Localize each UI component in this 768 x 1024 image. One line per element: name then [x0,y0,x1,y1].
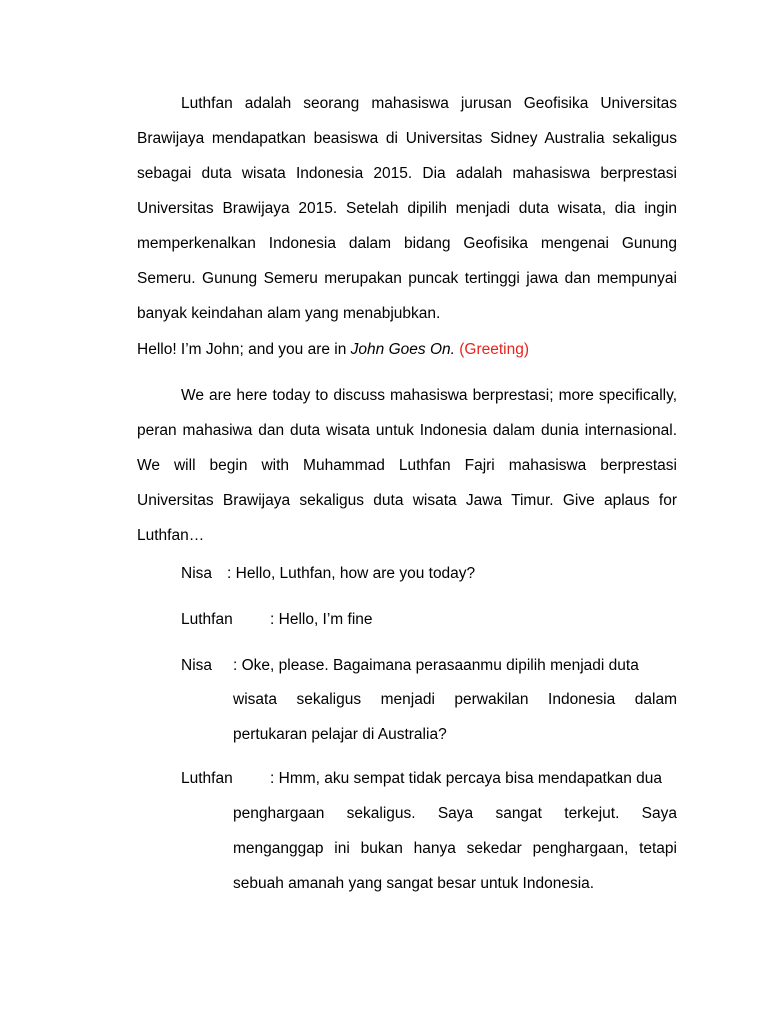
dialogue-line-3-continuation: wisata sekaligus menjadi perwakilan Indonesia dalam pertukaran pelajar di Australia? [233,691,677,743]
dialogue-text: Hello, I’m fine [278,611,373,628]
speaker-separator: : [227,565,232,582]
dialogue-line-2-text [270,606,373,634]
dialogue-text: Hello, Luthfan, how are you today? [235,565,476,582]
greeting-text: Hello! I’m John; and you are in [137,341,351,358]
speaker-name: Nisa [181,565,213,582]
dialogue-text: Oke, please. Bagaimana perasaanmu dipilih menjadi duta [241,657,639,674]
dialogue-line-4-first [270,765,662,793]
dialogue-line-3 [181,652,212,680]
dialogue-text: Hmm, aku sempat tidak percaya bisa mendapatkan dua [278,770,663,787]
dialogue-line-3-first [233,652,639,680]
speaker-name: Luthfan [181,770,233,787]
dialogue-line-4 [181,765,233,793]
dialogue-line-1-text [227,560,475,588]
intro-paragraph: Luthfan adalah seorang mahasiswa jurusan Geofisika Universitas Brawijaya mendapatkan beasiswa di Universitas Sidney Australia sekaligus sebagai duta wisata Indonesia 2015. Dia adalah mahasiswa berprestasi Universitas Brawijaya 2015. Setelah dipilih menjadi duta wisata, dia ingin memperkenalkan Indonesia dalam bidang Geofisika mengenai Gunung Semeru. Gunung Semeru merupakan puncak tertinggi jawa dan mempunyai banyak keindahan alam yang menabjubkan. [137,95,677,322]
greeting-tag: (Greeting) [459,341,530,358]
speaker-name: Nisa [181,657,213,674]
dialogue-line-4-continuation: penghargaan sekaligus. Saya sangat terkejut. Saya menganggap ini bukan hanya sekedar penghargaan, tetapi sebuah amanah yang sangat besar untuk Indonesia. [233,805,677,892]
speaker-name: Luthfan [181,611,233,628]
greeting-line [137,336,529,364]
show-name: John Goes On. [350,341,455,358]
speaker-separator: : [233,657,238,674]
topic-paragraph: We are here today to discuss mahasiswa berprestasi; more specifically, peran mahasiwa dan duta wisata untuk Indonesia dalam dunia internasional. We will begin with Muhammad Luthfan Fajri mahasiswa berprestasi Universitas Brawijaya sekaligus duta wisata Jawa Timur. Give aplaus for Luthfan… [137,387,677,544]
speaker-separator: : [270,770,275,787]
dialogue-line-1 [181,560,212,588]
speaker-separator: : [270,611,275,628]
dialogue-line-2 [181,606,233,634]
